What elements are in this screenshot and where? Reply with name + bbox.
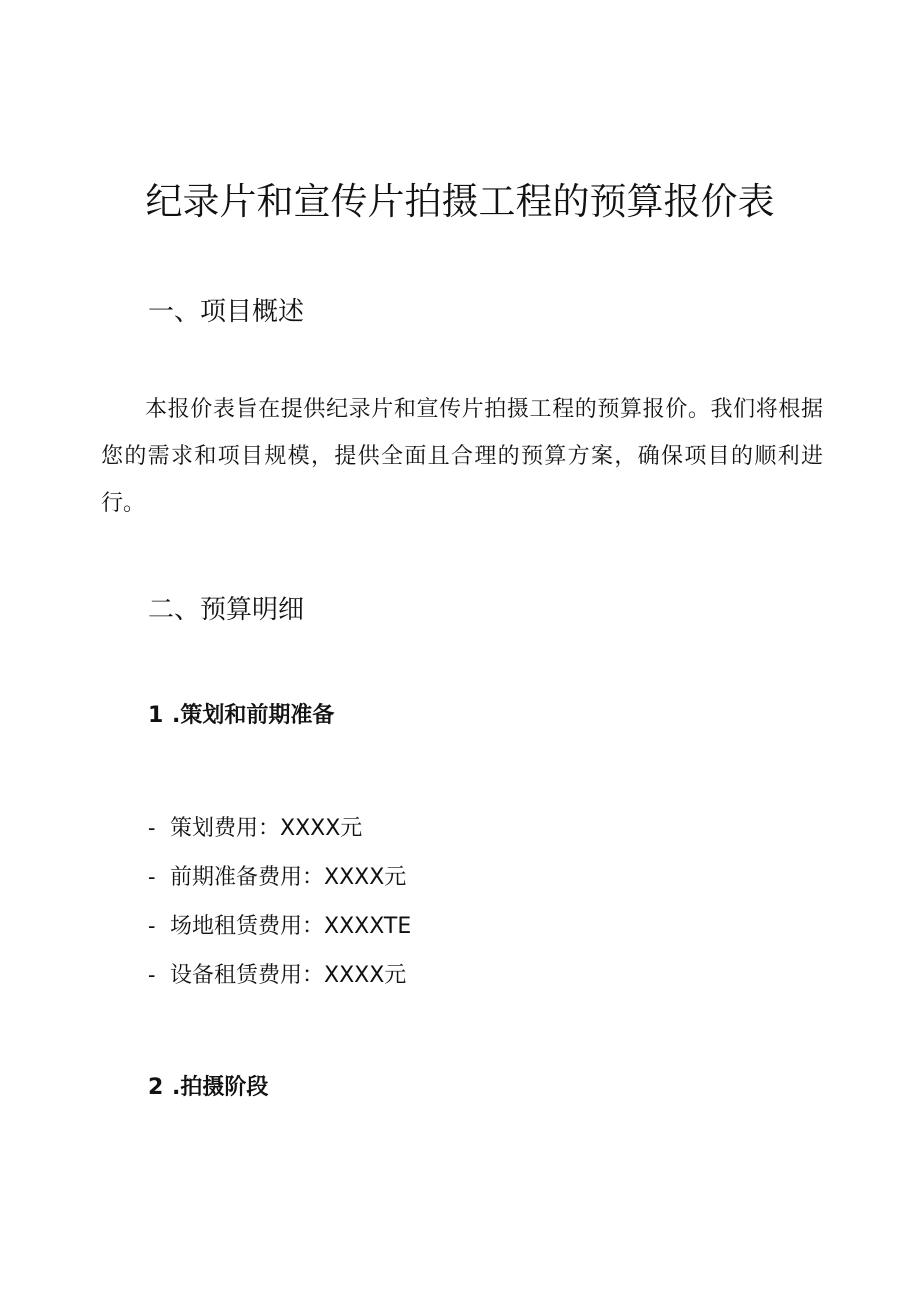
list-item: [148, 812, 411, 861]
subsection-title: .策划和前期准备: [172, 703, 335, 728]
list-item: [148, 910, 411, 959]
item-amount: XXXXTE: [324, 914, 412, 939]
item-label: 策划费用：: [170, 816, 281, 841]
item-label: 前期准备费用：: [170, 865, 325, 890]
item-label: 场地租赁费用：: [170, 914, 325, 939]
item-amount: XXXX元: [324, 963, 407, 988]
list-dash: -: [148, 816, 156, 841]
list-item: [148, 959, 411, 1008]
item-amount: XXXX元: [280, 816, 363, 841]
planning-budget-list: [148, 812, 411, 1008]
list-dash: -: [148, 865, 156, 890]
list-item: [148, 861, 411, 910]
subsection-number: 2: [148, 1075, 164, 1100]
section-heading-budget-details: 二、预算明细: [148, 595, 305, 625]
subsection-heading-planning: [148, 700, 334, 732]
subsection-number: 1: [148, 703, 164, 728]
overview-paragraph: 本报价表旨在提供纪录片和宣传片拍摄工程的预算报价。我们将根据您的需求和项目规模，提供全面且合理的预算方案，确保项目的顺利进行。: [101, 397, 823, 516]
item-label: 设备租赁费用：: [170, 963, 325, 988]
section-heading-overview: 一、项目概述: [148, 297, 305, 327]
subsection-heading-shooting: [148, 1072, 268, 1104]
item-amount: XXXX元: [324, 865, 407, 890]
list-dash: -: [148, 963, 156, 988]
subsection-title: .拍摄阶段: [172, 1075, 269, 1100]
document-title: 纪录片和宣传片拍摄工程的预算报价表: [145, 180, 775, 223]
list-dash: -: [148, 914, 156, 939]
